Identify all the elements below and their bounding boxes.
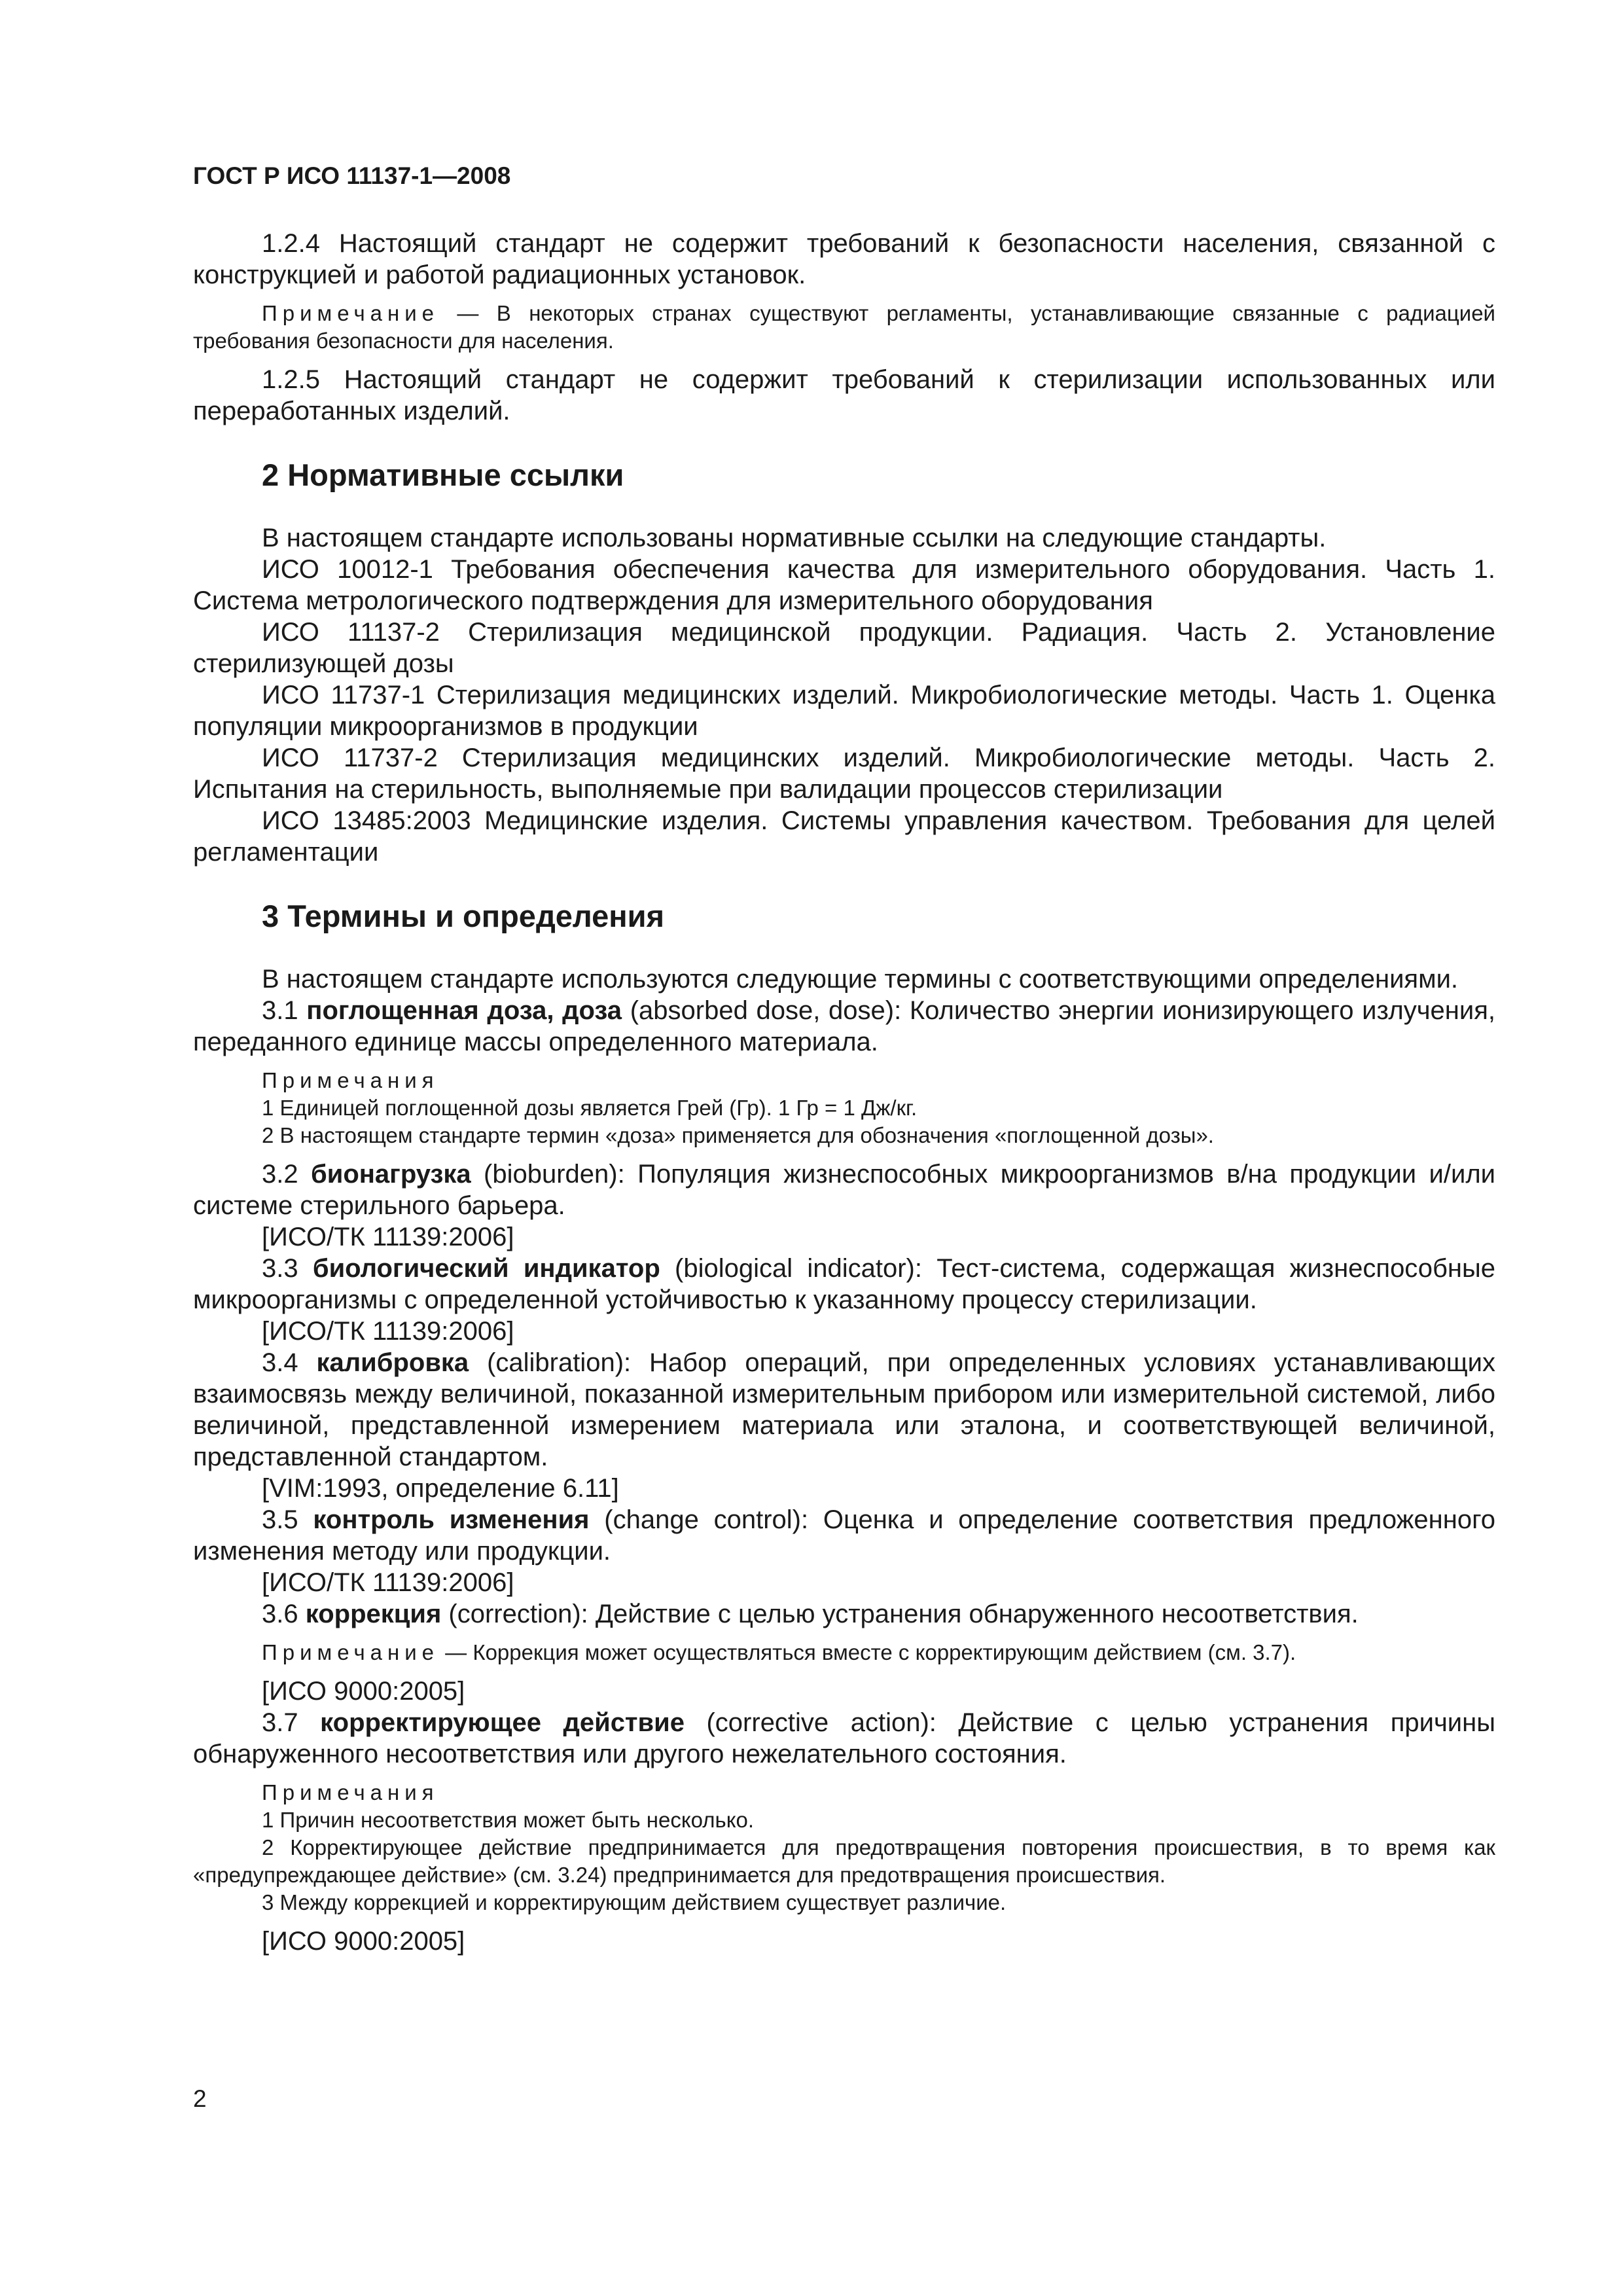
citation: [ИСО/ТК 11139:2006] <box>262 1568 514 1597</box>
term-3-4: 3.4 калибровка (calibration): Набор операций, при определенных условиях устанавливающих взаимосвязь между величиной, показанной измерительным прибором или измерительной системой, либо величиной, представленной измерением материала или эталона, и соответствующей величиной, представленной стандартом. <box>193 1348 1495 1471</box>
citation: [ИСО 9000:2005] <box>262 1677 465 1706</box>
term-3-5: 3.5 контроль изменения (change control): Оценка и определение соответствия предложенного изменения методу или продукции. <box>193 1505 1496 1566</box>
term-3-2: 3.2 бионагрузка (bioburden): Популяция жизнеспособных микроорганизмов в/на продукции и/или системе стерильного барьера. <box>193 1160 1496 1220</box>
normative-reference: ИСО 13485:2003 Медицинские изделия. Системы управления качеством. Требования для целей регламентации <box>193 806 1495 867</box>
note: Примечание — В некоторых странах существуют регламенты, устанавливающие связанные с радиацией требования безопасности для населения. <box>193 301 1495 353</box>
page-content <box>193 228 1495 1957</box>
normative-reference: ИСО 11737-1 Стерилизация медицинских изделий. Микробиологические методы. Часть 1. Оценка популяции микроорганизмов в продукции <box>193 681 1495 741</box>
document-header: ГОСТ Р ИСО 11137-1—2008 <box>193 162 511 189</box>
term-3-7: 3.7 корректирующее действие (corrective action): Действие с целью устранения причины обнаруженного несоответствия или другого нежелательного состояния. <box>193 1708 1495 1768</box>
note-item: 2 В настоящем стандарте термин «доза» применяется для обозначения «поглощенной дозы». <box>262 1123 1214 1147</box>
clause-1-2-5: 1.2.5 Настоящий стандарт не содержит требований к стерилизации использованных или переработанных изделий. <box>193 365 1495 425</box>
notes-heading: Примечания <box>262 1780 439 1804</box>
note-item: 2 Корректирующее действие предпринимается для предотвращения повторения происшествия, в то время как «предупреждающее действие» (см. 3.24) предпринимается для предотвращения происшествия. <box>193 1835 1495 1887</box>
section-2-heading: 2 Нормативные ссылки <box>262 457 624 492</box>
citation: [ИСО/ТК 11139:2006] <box>262 1223 514 1251</box>
notes-heading: Примечания <box>262 1068 439 1092</box>
clause-1-2-4: 1.2.4 Настоящий стандарт не содержит требований к безопасности населения, связанной с конструкцией и работой радиационных установок. <box>193 229 1495 289</box>
citation: [ИСО/ТК 11139:2006] <box>262 1317 514 1346</box>
note-item: 3 Между коррекцией и корректирующим действием существует различие. <box>262 1890 1007 1914</box>
term-3-6: 3.6 коррекция (correction): Действие с целью устранения обнаруженного несоответствия. <box>262 1600 1359 1628</box>
page-number: 2 <box>193 2085 207 2112</box>
citation: [VIM:1993, определение 6.11] <box>262 1474 619 1503</box>
section-2-intro: В настоящем стандарте использованы нормативные ссылки на следующие стандарты. <box>262 524 1327 552</box>
normative-reference: ИСО 10012-1 Требования обеспечения качества для измерительного оборудования. Часть 1. Система метрологического подтверждения для измерительного оборудования <box>193 555 1495 615</box>
document-page <box>193 0 1495 2296</box>
note-item: 1 Единицей поглощенной дозы является Грей (Гр). 1 Гр = 1 Дж/кг. <box>262 1096 918 1120</box>
term-3-1: 3.1 поглощенная доза, доза (absorbed dose, dose): Количество энергии ионизирующего излучения, переданного единице массы определенного материала. <box>193 996 1496 1056</box>
term-3-3: 3.3 биологический индикатор (biological indicator): Тест-система, содержащая жизнеспособные микроорганизмы с определенной устойчивостью к указанному процессу стерилизации. <box>193 1254 1496 1314</box>
note-item: 1 Причин несоответствия может быть несколько. <box>262 1808 755 1832</box>
note: Примечание — Коррекция может осуществляться вместе с корректирующим действием (см. 3.7). <box>262 1640 1296 1664</box>
normative-reference: ИСО 11737-2 Стерилизация медицинских изделий. Микробиологические методы. Часть 2. Испытания на стерильность, выполняемые при валидации процессов стерилизации <box>193 744 1495 804</box>
normative-reference: ИСО 11137-2 Стерилизация медицинской продукции. Радиация. Часть 2. Установление стерилизующей дозы <box>193 618 1495 678</box>
section-3-heading: 3 Термины и определения <box>262 899 664 933</box>
section-3-intro: В настоящем стандарте используются следующие термины с соответствующими определениями. <box>262 965 1459 994</box>
citation: [ИСО 9000:2005] <box>262 1927 465 1956</box>
